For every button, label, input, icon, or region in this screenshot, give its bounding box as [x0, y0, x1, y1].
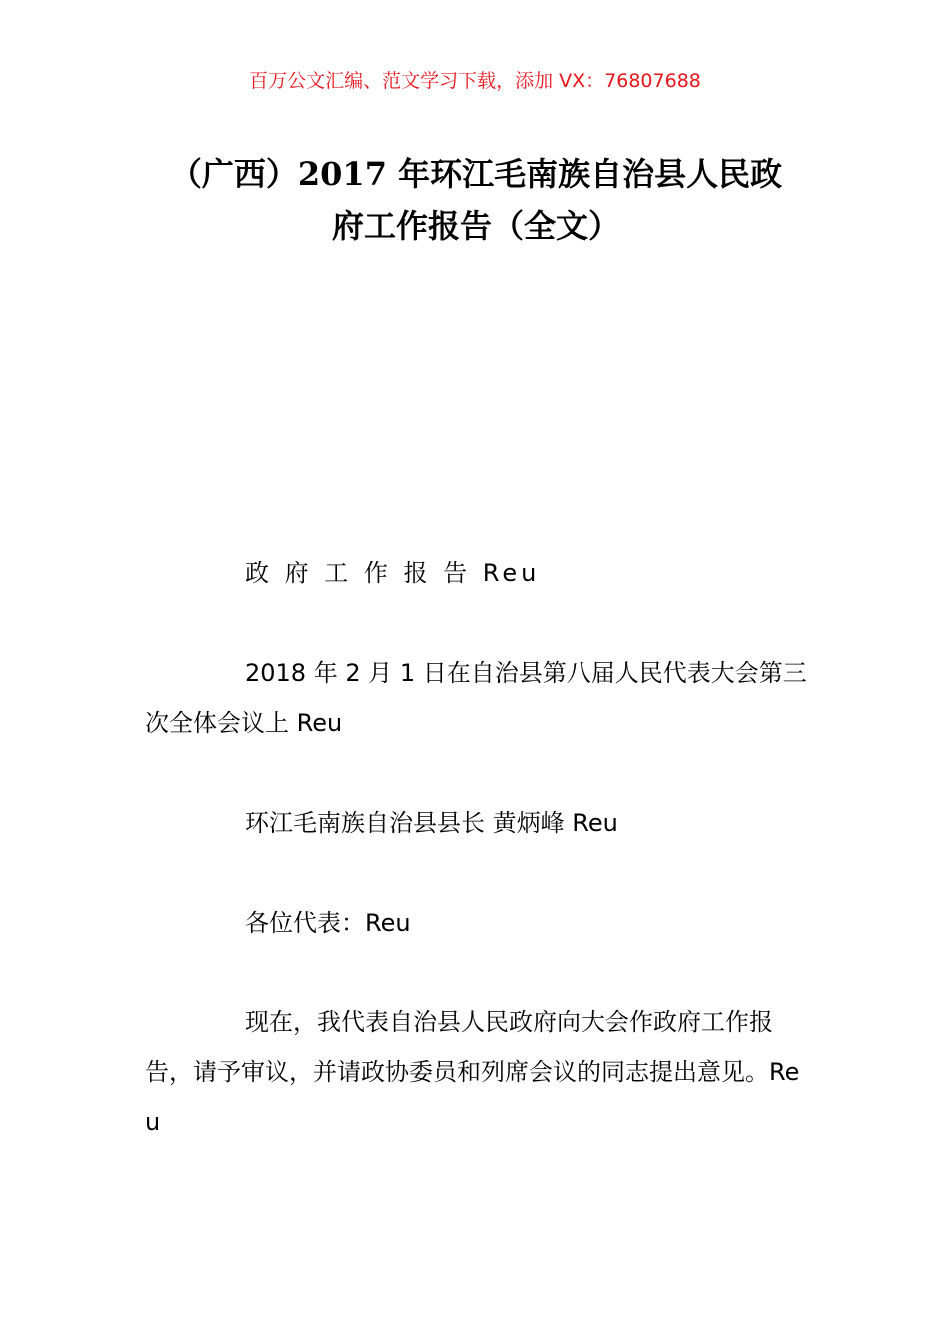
title-line-2: 府工作报告（全文）	[331, 207, 620, 245]
paragraph-speaker: 环江毛南族自治县县长 黄炳峰 Reu	[245, 809, 618, 837]
paragraph-opening: 现在，我代表自治县人民政府向大会作政府工作报告，请予审议，并请政协委员和列席会议的同志提出意见。Reu	[145, 1008, 800, 1136]
paragraph-meeting-date: 2018 年 2 月 1 日在自治县第八届人民代表大会第三次全体会议上 Reu	[145, 659, 807, 737]
title-line-1: （广西）2017 年环江毛南族自治县人民政	[169, 155, 783, 193]
paragraph-salutation: 各位代表：Reu	[245, 909, 411, 937]
header-ad-note: 百万公文汇编、范文学习下载，添加 VX：76807688	[249, 70, 701, 92]
document-title	[145, 148, 807, 252]
paragraph-report-heading: 政 府 工 作 报 告 Reu	[245, 559, 541, 587]
